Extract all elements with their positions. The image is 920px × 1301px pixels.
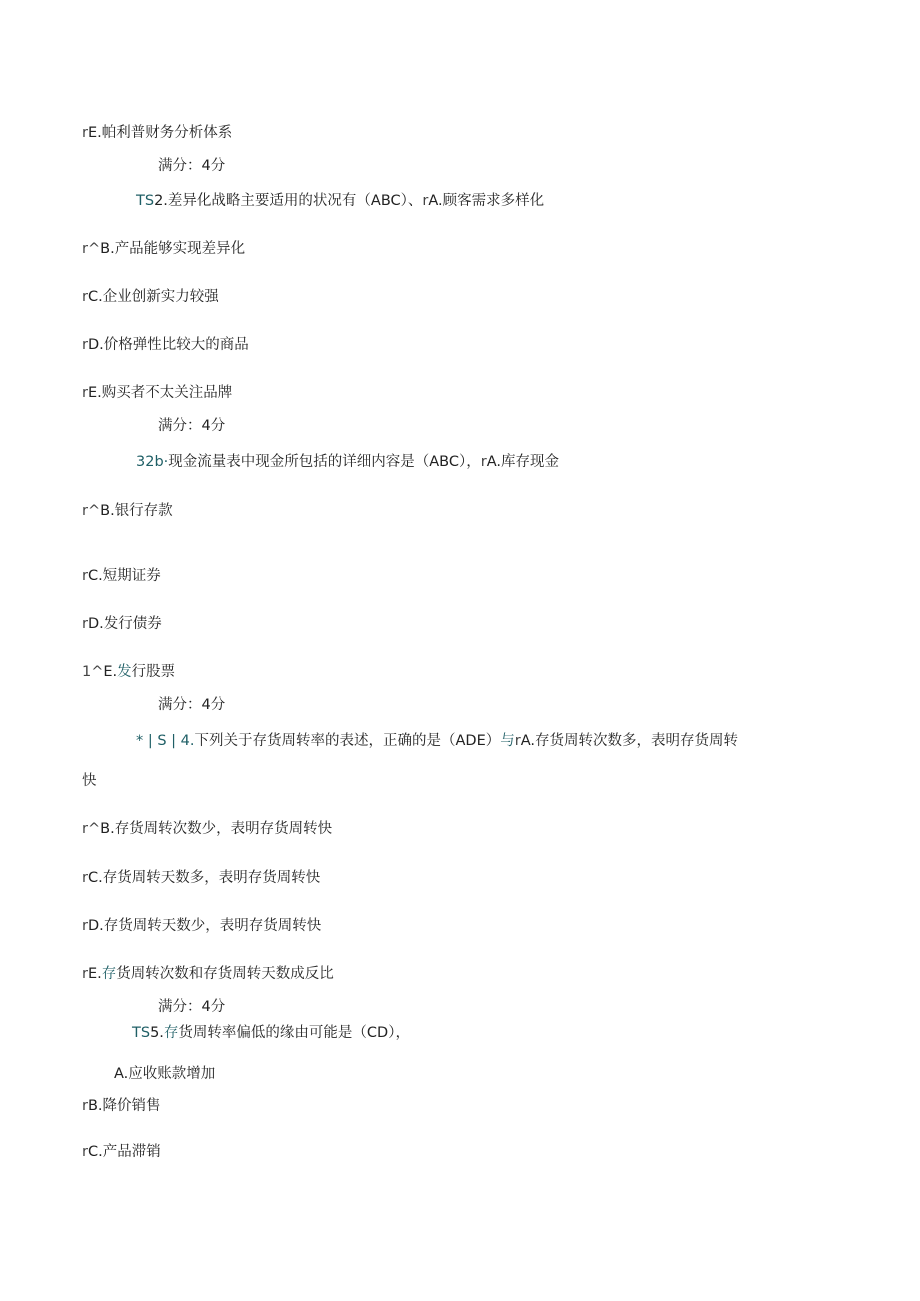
option-text: 降价销售	[102, 1098, 161, 1114]
radio-marker[interactable]: r	[82, 289, 88, 305]
option-b-line	[82, 1096, 161, 1116]
option-label: C.	[87, 870, 103, 886]
radio-marker[interactable]: r	[82, 966, 88, 982]
option-e-line	[82, 662, 175, 682]
option-label: B.	[100, 503, 115, 519]
question-number: 5.	[150, 1025, 164, 1041]
option-text: 短期证券	[102, 568, 161, 584]
radio-marker[interactable]: 1^	[82, 664, 104, 680]
option-text: 产品能够实现差异化	[114, 241, 246, 257]
question-prefix: TS	[136, 193, 155, 209]
option-text: 银行存款	[114, 503, 173, 519]
option-text: 帕利普财务分析体系	[101, 125, 233, 141]
radio-marker[interactable]: r	[82, 918, 88, 934]
score-text: 满分：4分	[158, 418, 226, 434]
score-text: 满分：4分	[158, 999, 226, 1015]
option-label: B.	[100, 821, 115, 837]
question-text-accent: 存	[163, 1025, 179, 1041]
option-text: 库存现金	[501, 454, 560, 470]
score-text: 满分：4分	[158, 158, 226, 174]
option-d-line	[82, 916, 321, 936]
option-label: A.	[428, 193, 443, 209]
option-label: C.	[87, 289, 103, 305]
option-text: 存货周转次数多，表明存货周转	[535, 733, 738, 749]
question-text: 现金流量表中现金所包括的详细内容是（ABC），	[168, 454, 481, 470]
option-text: 应收账款增加	[128, 1066, 216, 1082]
option-text: 企业创新实力较强	[102, 289, 219, 305]
question-text: 下列关于存货周转率的表述，正确的是（ADE）	[194, 733, 501, 749]
option-text: 存货周转天数少，表明存货周转快	[103, 918, 322, 934]
option-text-accent: 发	[117, 664, 132, 680]
option-label: A.	[486, 454, 502, 470]
radio-marker[interactable]: r^	[82, 503, 101, 519]
option-label: A.	[520, 733, 535, 749]
score-line	[158, 997, 225, 1017]
option-text: 顾客需求多样化	[442, 193, 545, 209]
question-text: 差异化战略主要适用的状况有（ABC）、	[167, 193, 423, 209]
option-c-line	[82, 1142, 161, 1162]
option-d-line	[82, 335, 249, 355]
option-label: E.	[87, 966, 102, 982]
radio-marker[interactable]: r	[480, 454, 487, 470]
question-prefix: 32b·	[136, 454, 169, 470]
radio-marker[interactable]: r^	[82, 241, 101, 257]
radio-marker[interactable]: r	[82, 337, 88, 353]
question-text: 货周转率偏低的缘由可能是（CD），	[178, 1025, 410, 1041]
option-label: D.	[87, 616, 104, 632]
score-line	[158, 695, 225, 715]
option-text: 存货周转次数少，表明存货周转快	[114, 821, 333, 837]
wrapped-text-line	[82, 771, 97, 791]
option-c-line	[82, 566, 161, 586]
question-4-line	[136, 731, 738, 751]
option-text-accent: 存	[101, 966, 117, 982]
option-label: C.	[87, 568, 103, 584]
radio-marker[interactable]: r	[82, 385, 88, 401]
question-5-line	[132, 1023, 410, 1043]
option-b-line	[82, 501, 173, 521]
option-a-line	[114, 1064, 215, 1084]
option-label: D.	[87, 918, 104, 934]
option-e-line	[82, 383, 232, 403]
option-text: 货周转次数和存货周转天数成反比	[116, 966, 334, 982]
option-label: C.	[87, 1144, 103, 1160]
option-label: A.	[114, 1066, 129, 1082]
question-2-line	[136, 191, 544, 211]
option-e-line	[82, 123, 232, 143]
option-text: 行股票	[131, 664, 176, 680]
radio-marker[interactable]: r	[82, 1144, 88, 1160]
radio-marker[interactable]: r	[82, 616, 88, 632]
option-text: 价格弹性比较大的商品	[103, 337, 249, 353]
option-text: 产品滞销	[102, 1144, 161, 1160]
score-line	[158, 156, 225, 176]
question-3-line	[136, 452, 559, 472]
radio-marker[interactable]: r	[82, 870, 88, 886]
option-e-line	[82, 964, 334, 984]
question-prefix: * | S | 4.	[136, 733, 195, 749]
score-text: 满分：4分	[158, 697, 226, 713]
option-label: E.	[87, 385, 102, 401]
score-line	[158, 416, 225, 436]
radio-marker[interactable]: r	[82, 1098, 88, 1114]
radio-marker[interactable]: r	[514, 733, 521, 749]
option-text: 存货周转天数多，表明存货周转快	[102, 870, 321, 886]
radio-marker[interactable]: r^	[82, 821, 101, 837]
radio-marker[interactable]: r	[82, 125, 88, 141]
option-c-line	[82, 868, 320, 888]
option-label: B.	[87, 1098, 103, 1114]
radio-marker[interactable]: r	[82, 568, 88, 584]
option-d-line	[82, 614, 162, 634]
option-text: 发行债券	[103, 616, 162, 632]
option-label: E.	[87, 125, 102, 141]
option-text-continued: 快	[82, 773, 97, 789]
option-c-line	[82, 287, 219, 307]
question-number: 2.	[154, 193, 168, 209]
option-label: E.	[103, 664, 118, 680]
question-text-accent: 与	[500, 733, 515, 749]
option-b-line	[82, 239, 245, 259]
option-text: 购买者不太关注品牌	[101, 385, 233, 401]
option-label: B.	[100, 241, 115, 257]
radio-marker[interactable]: r	[422, 193, 429, 209]
question-prefix: TS	[132, 1025, 151, 1041]
option-label: D.	[87, 337, 104, 353]
option-b-line	[82, 819, 332, 839]
